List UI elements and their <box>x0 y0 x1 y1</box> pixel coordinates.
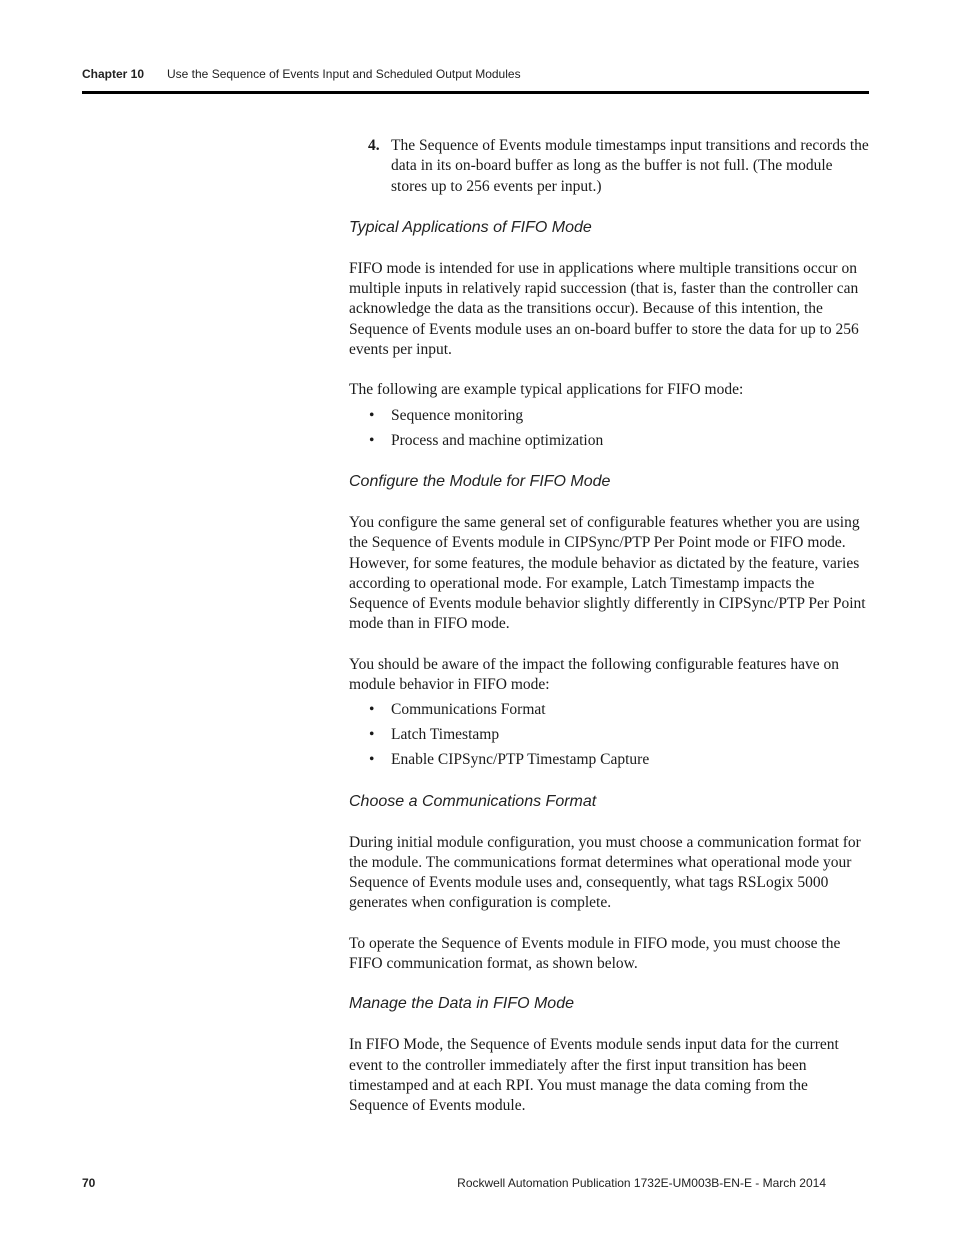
heading-typical-applications: Typical Applications of FIFO Mode <box>349 218 592 236</box>
main-content <box>349 136 870 1137</box>
chapter-label: Chapter 10 <box>82 67 145 81</box>
list-item: • Enable CIPSync/PTP Timestamp Capture <box>349 750 870 770</box>
heading-configure-module: Configure the Module for FIFO Mode <box>349 472 611 490</box>
bullet-icon: • <box>369 701 375 719</box>
paragraph: During initial module configuration, you must choose a communication format for the module. The communications format determines what operational mode your Sequence of Events module uses and, consequently, what tags RSLogix 5000 generates when configuration is complete. <box>349 833 861 912</box>
paragraph: To operate the Sequence of Events module in FIFO mode, you must choose the FIFO communication format, as shown below. <box>349 934 841 973</box>
bullet-icon: • <box>369 431 375 449</box>
list-item: • Sequence monitoring <box>349 406 870 426</box>
bullet-icon: • <box>369 751 375 769</box>
heading-choose-format: Choose a Communications Format <box>349 792 597 810</box>
bullet-icon: • <box>369 726 375 744</box>
bullet-list-configure <box>349 700 870 770</box>
paragraph: FIFO mode is intended for use in applications where multiple transitions occur on multiple inputs in relatively rapid succession (that is, faster than the controller can acknowledge the data as the transitions occur). Because of this intention, the Sequence of Events module uses an on-board buffer to store the data for up to 256 events per input. <box>349 259 859 359</box>
paragraph: The following are example typical applications for FIFO mode: <box>349 381 744 399</box>
bullet-icon: • <box>369 406 375 424</box>
bullet-list-typical <box>349 406 870 451</box>
page-header <box>82 67 869 94</box>
list-item: • Process and machine optimization <box>349 431 870 451</box>
page-number: 70 <box>82 1176 96 1190</box>
publication-info: Rockwell Automation Publication 1732E-UM003B-EN-E - March 2014 <box>457 1176 826 1190</box>
step-text: The Sequence of Events module timestamps input transitions and records the data in its on-board buffer as long as the buffer is not full. (The module stores up to 256 events per input.) <box>391 137 869 195</box>
list-item: • Communications Format <box>349 700 870 720</box>
paragraph: You should be aware of the impact the following configurable features have on module behavior in FIFO mode: <box>349 655 839 694</box>
step-number: 4. <box>368 137 380 154</box>
list-item: • Latch Timestamp <box>349 725 870 745</box>
chapter-title: Use the Sequence of Events Input and Scheduled Output Modules <box>167 67 521 81</box>
step-4 <box>349 136 870 197</box>
heading-manage-data: Manage the Data in FIFO Mode <box>349 995 574 1013</box>
paragraph: In FIFO Mode, the Sequence of Events module sends input data for the current event to the controller immediately after the first input transition has been timestamped and at each RPI. You must manage the data coming from the Sequence of Events module. <box>349 1036 839 1115</box>
paragraph: You configure the same general set of configurable features whether you are using the Sequence of Events module in CIPSync/PTP Per Point mode or FIFO mode. However, for some features, the module behavior as dictated by the feature, varies according to operational mode. For example, Latch Timestamp impacts the Sequence of Events module behavior slightly differently in CIPSync/PTP Per Point mode than in FIFO mode. <box>349 513 866 633</box>
